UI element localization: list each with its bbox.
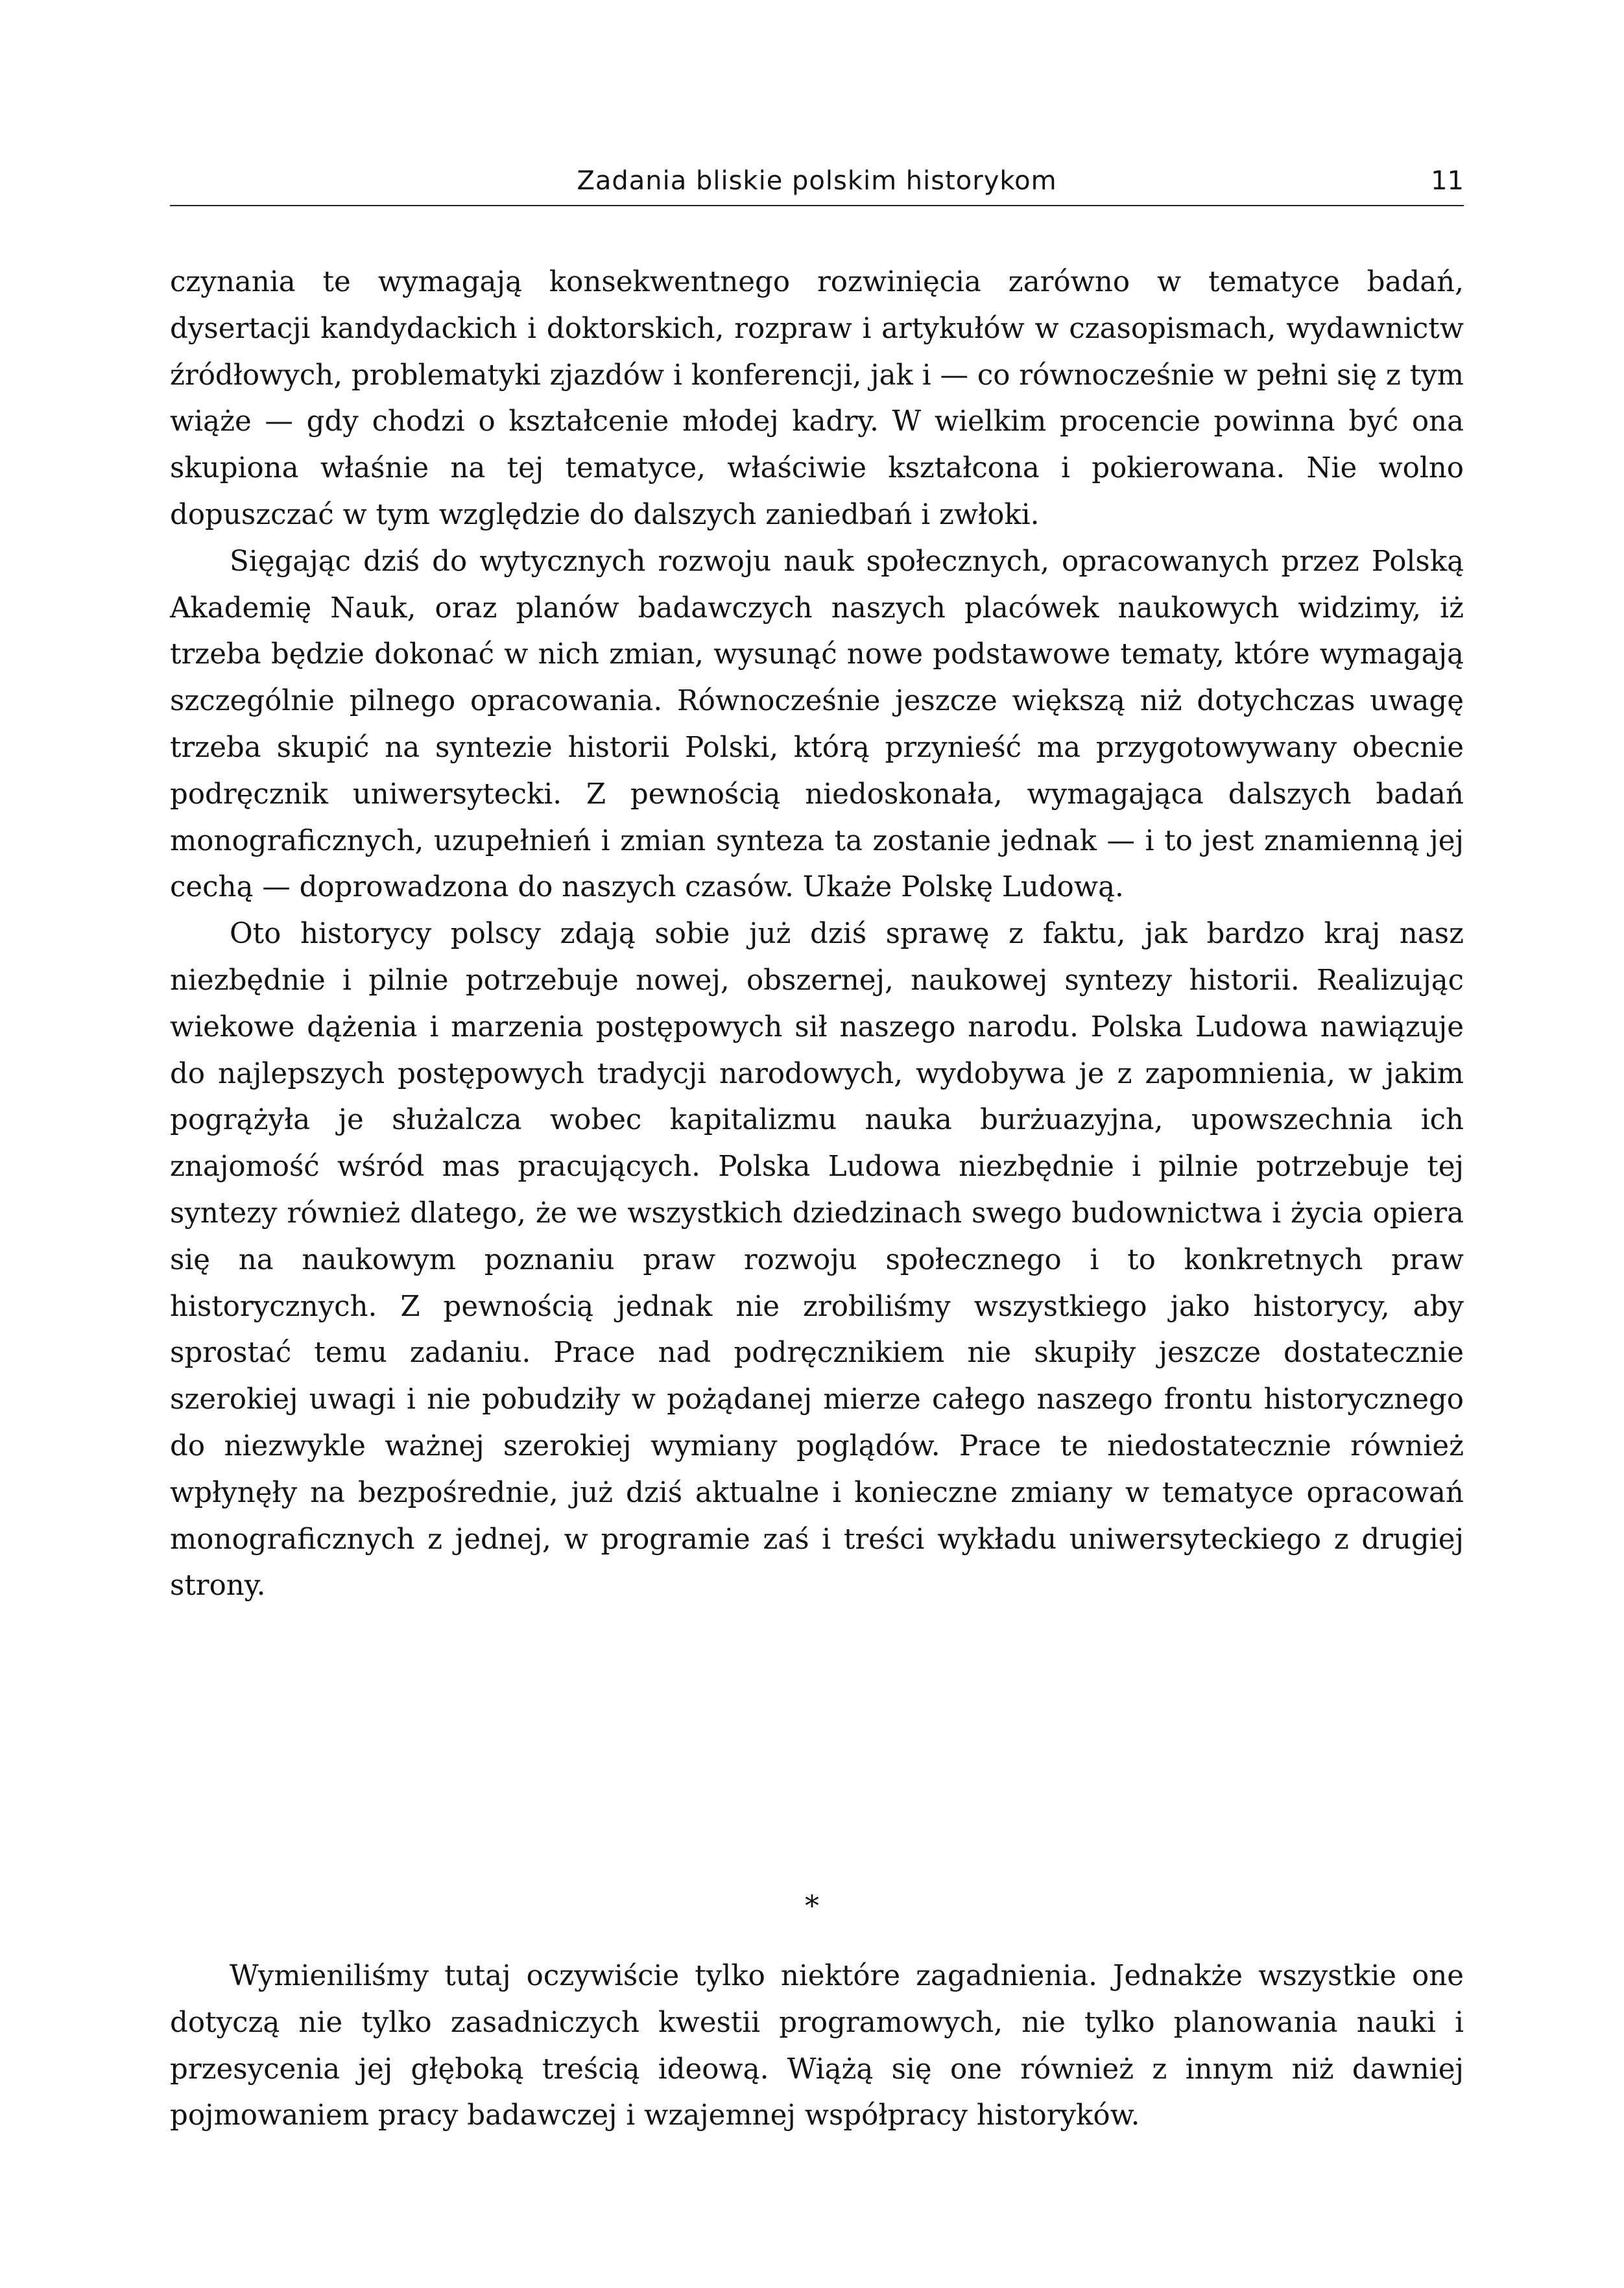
paragraph: Sięgając dziś do wytycznych rozwoju nauk społecznych, opracowanych przez Polską Akademię Nauk, oraz planów badawczych naszych placówek naukowych widzimy, iż trzeba będzie dokonać w nich zmian, wysunąć nowe podstawowe tematy, które wymagają szczególnie pilnego opracowania. Równocześnie jeszcze większą niż dotychczas uwagę trzeba skupić na syntezie historii Polski, którą przynieść ma przygotowywany obecnie podręcznik uniwersytecki. Z pewnością niedoskonała, wymagająca dalszych badań monograficznych, uzupełnień i zmian synteza ta zostanie jednak — i to jest znamienną jej cechą — doprowadzona do naszych czasów. Ukaże Polskę Ludową. xyxy=(170,545,1464,904)
page-header xyxy=(170,163,1464,209)
paragraph: Oto historycy polscy zdają sobie już dziś sprawę z faktu, jak bardzo kraj nasz niezbędnie i pilnie potrzebuje nowej, obszernej, naukowej syntezy historii. Realizując wiekowe dążenia i marzenia postępowych sił naszego narodu. Polska Ludowa nawiązuje do najlepszych postępowych tradycji narodowych, wydobywa je z zapomnienia, w jakim pogrążyła je służalcza wobec kapitalizmu nauka burżuazyjna, upowszechnia ich znajomość wśród mas pracujących. Polska Ludowa niezbędnie i pilnie potrzebuje tej syntezy również dlatego, że we wszystkich dziedzinach swego budownictwa i życia opiera się na naukowym poznaniu praw rozwoju społecznego i to konkretnych praw historycznych. Z pewnością jednak nie zrobiliśmy wszystkiego jako historycy, aby sprostać temu zadaniu. Prace nad podręcznikiem nie skupiły jeszcze dostatecznie szerokiej uwagi i nie pobudziły w pożądanej mierze całego naszego frontu historycznego do niezwykle ważnej szerokiej wymiany poglądów. Prace te niedostatecznie również wpłynęły na bezpośrednie, już dziś aktualne i konieczne zmiany w tematyce opracowań monograficznych z jednej, w programie zaś i treści wykładu uniwersyteckiego z drugiej strony. xyxy=(170,918,1464,1603)
page-number: 11 xyxy=(1431,166,1464,196)
final-section xyxy=(170,1953,1464,2139)
header-rule xyxy=(170,205,1464,206)
running-title: Zadania bliskie polskim historykom xyxy=(577,166,1057,196)
paragraph: Wymieniliśmy tutaj oczywiście tylko niektóre zagadnienia. Jednakże wszystkie one dotyczą nie tylko zasadniczych kwestii programowych, nie tylko planowania nauki i przesycenia jej głęboką treścią ideową. Wiążą się one również z innym niż dawniej pojmowaniem pracy badawczej i wzajemnej współpracy historyków. xyxy=(170,1960,1464,2132)
section-separator: * xyxy=(805,1890,819,1923)
body-text xyxy=(170,259,1464,1610)
paragraph-continuation: czynania te wymagają konsekwentnego rozwinięcia zarówno w tematyce badań, dysertacji kandydackich i doktorskich, rozpraw i artykułów w czasopismach, wydawnictw źródłowych, problematyki zjazdów i konferencji, jak i — co równocześnie w pełni się z tym wiąże — gdy chodzi o kształcenie młodej kadry. W wielkim procencie powinna być ona skupiona właśnie na tej tematyce, właściwie kształcona i pokierowana. Nie wolno dopuszczać w tym względzie do dalszych zaniedbań i zwłoki. xyxy=(170,266,1464,531)
